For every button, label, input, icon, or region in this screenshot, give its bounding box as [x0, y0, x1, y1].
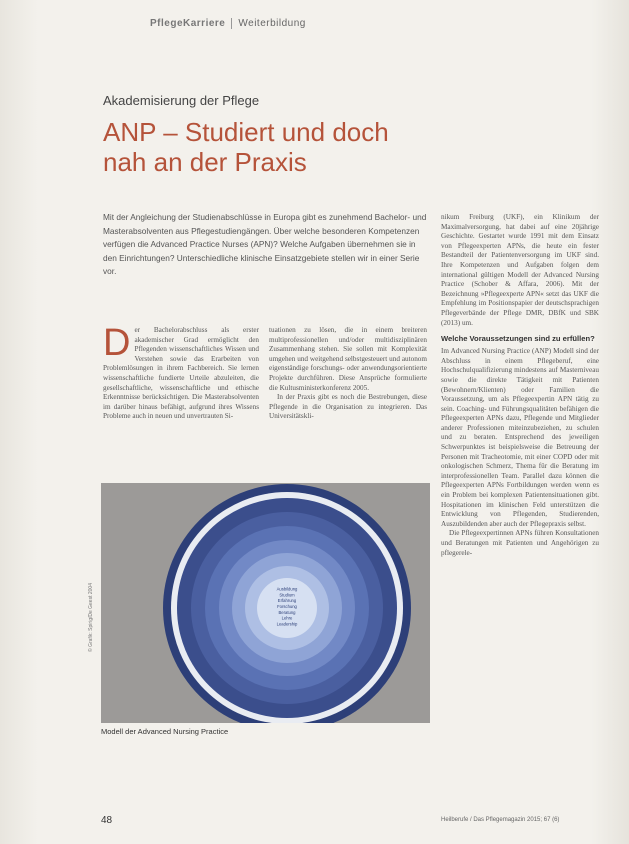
- article-title: ANP – Studiert und doch nah an der Praxis: [103, 117, 389, 177]
- figure-caption: Modell der Advanced Nursing Practice: [101, 727, 229, 736]
- column-3-paragraph-1: nikum Freiburg (UKF), ein Klinikum der Maximalversorgung, hat dabei auf eine 20jährige Geschichte. Gestartet wurde 1991 mit dem Einsatz von Pflegeexperten APNs, die heute ein fester Bestandteil der Patientenversorgung im UKF sind. Ihre Kompetenzen und Aufgaben folgen dem international gültigen Modell der Advanced Nursing Practice (Schober & Affara, 2006). Mit der Bezeichnung »Pflegeexperte APN« setzt das UKF die Empfehlung im Positionspapier der deutschsprachigen Pflegeverbände der Pflege DMR, DBfK und SBK (2013) um.: [441, 213, 599, 327]
- drop-cap: D: [103, 322, 131, 364]
- core-label: Beratung: [278, 609, 296, 615]
- page-header: [150, 18, 306, 29]
- column-3-paragraph-2: Im Advanced Nursing Practice (ANP) Modell sind der Abschluss in einem Pflegeberuf, eine Hochschulqualifizierung mindestens auf Masterniveau sowie die direkte Tätigkeit mit Patienten (Bewohnern/Klienten) oder Familien die Voraussetzung, um als Pflegeexpertin APN tätig zu sein. Coaching- und Führungsqualitäten befähigen die Pflegeexperten APNs dazu, Pflegende und Mitglieder anderer Professionen miteinzubeziehen, zu schulen und zu beraten. Entsprechend des jeweiligen Schwerpunktes ist beispielsweise die Betreuung der Personen mit Tracheotomie, mit einer COPD oder mit onkologischen Schmerz, Thema für die Beratung im interprofessionellen Team. Parallel dazu können die Pflegeexperten APNs Fortbildungen werden wenn es ein Problem bei komplexen Patientensituationen gibt. Hospitationen im klinischen Feld unterstützen die Entwicklung von Pflegenden, Studierenden, Auszubildenden aber auch der Pflegepraxis selbst.: [441, 347, 599, 528]
- anp-model-diagram: [101, 483, 430, 723]
- column-2-paragraph-2: In der Praxis gibt es noch die Bestrebungen, diese Pflegende in die Organisation zu integrieren. Das Universitätskli-: [269, 393, 427, 421]
- core-label: Forschung: [277, 604, 297, 609]
- article-lead: Mit der Angleichung der Studienabschlüsse in Europa gibt es zunehmend Bachelor- und Masterabsolventen aus Pflegestudiengängen. Über welche besonderen Kompetenzen verfügen die Advanced Practice Nurses (APN)? Welche Aufgaben übernehmen sie in den Einrichtungen? Unterschiedliche klinische Einsatzgebiete stellen wir in einer Serie vor.: [103, 212, 427, 276]
- article-kicker: Akademisierung der Pflege: [103, 93, 260, 108]
- body-column-2: [269, 326, 427, 422]
- column-2-paragraph-1: tuationen zu lösen, die in einem breiteren multiprofessionellen und/oder multidisziplinären Zusammenhang stehen. Sie sollen mit Komplexität umgehen und weitgehend selbstgesteuert und autonom eigenständige forschungs- oder anwendungsorientierte Projekte durchführen. Diese Ansprüche formulierte die Kultusministerkonferenz 2005.: [269, 326, 427, 392]
- header-divider: [231, 18, 232, 29]
- page-footer: Heilberufe / Das Pflegemagazin 2015; 67 (6): [441, 817, 560, 823]
- body-column-1: [103, 322, 259, 422]
- figure-credit: © Grafik: Spirig/De Geest 2004: [88, 583, 94, 652]
- column-1-text: er Bachelorabschluss als erster akademischer Grad ermöglicht den Pflegenden wissenschaftliches Wissen und Verstehen sowie das Erarbeiten von Problemlösungen in ihrem Fachbereich. Sie lernen wissenschaftliche fundierte Urteile abzuleiten, die gesellschaftliche, wissenschaftliche und ethische Erkenntnisse berücksichtigen. Die Masterabsolventen im darüber hinaus befähigt, aufgrund ihres Wissens Probleme auch in neuen und unvertrauten Si-: [103, 326, 259, 421]
- page-number: 48: [101, 815, 113, 826]
- core-label: Leadership: [276, 621, 298, 627]
- anp-model-figure: [101, 483, 430, 723]
- body-column-3: [441, 213, 599, 558]
- header-brand: PflegeKarriere: [150, 18, 226, 30]
- core-label: Ausbildung: [276, 586, 298, 592]
- section-subheading: Welche Voraussetzungen sind zu erfüllen?: [441, 334, 595, 344]
- header-section: Weiterbildung: [238, 18, 306, 30]
- core-label: Erfahrung: [277, 598, 297, 604]
- core-label: Studium: [279, 592, 295, 598]
- column-3-paragraph-3: Die Pflegeexpertinnen APNs führen Konsultationen und Beratungen mit Patienten und Angehörigen zu pflegerele-: [441, 529, 599, 557]
- core-label: Lehre: [281, 615, 293, 621]
